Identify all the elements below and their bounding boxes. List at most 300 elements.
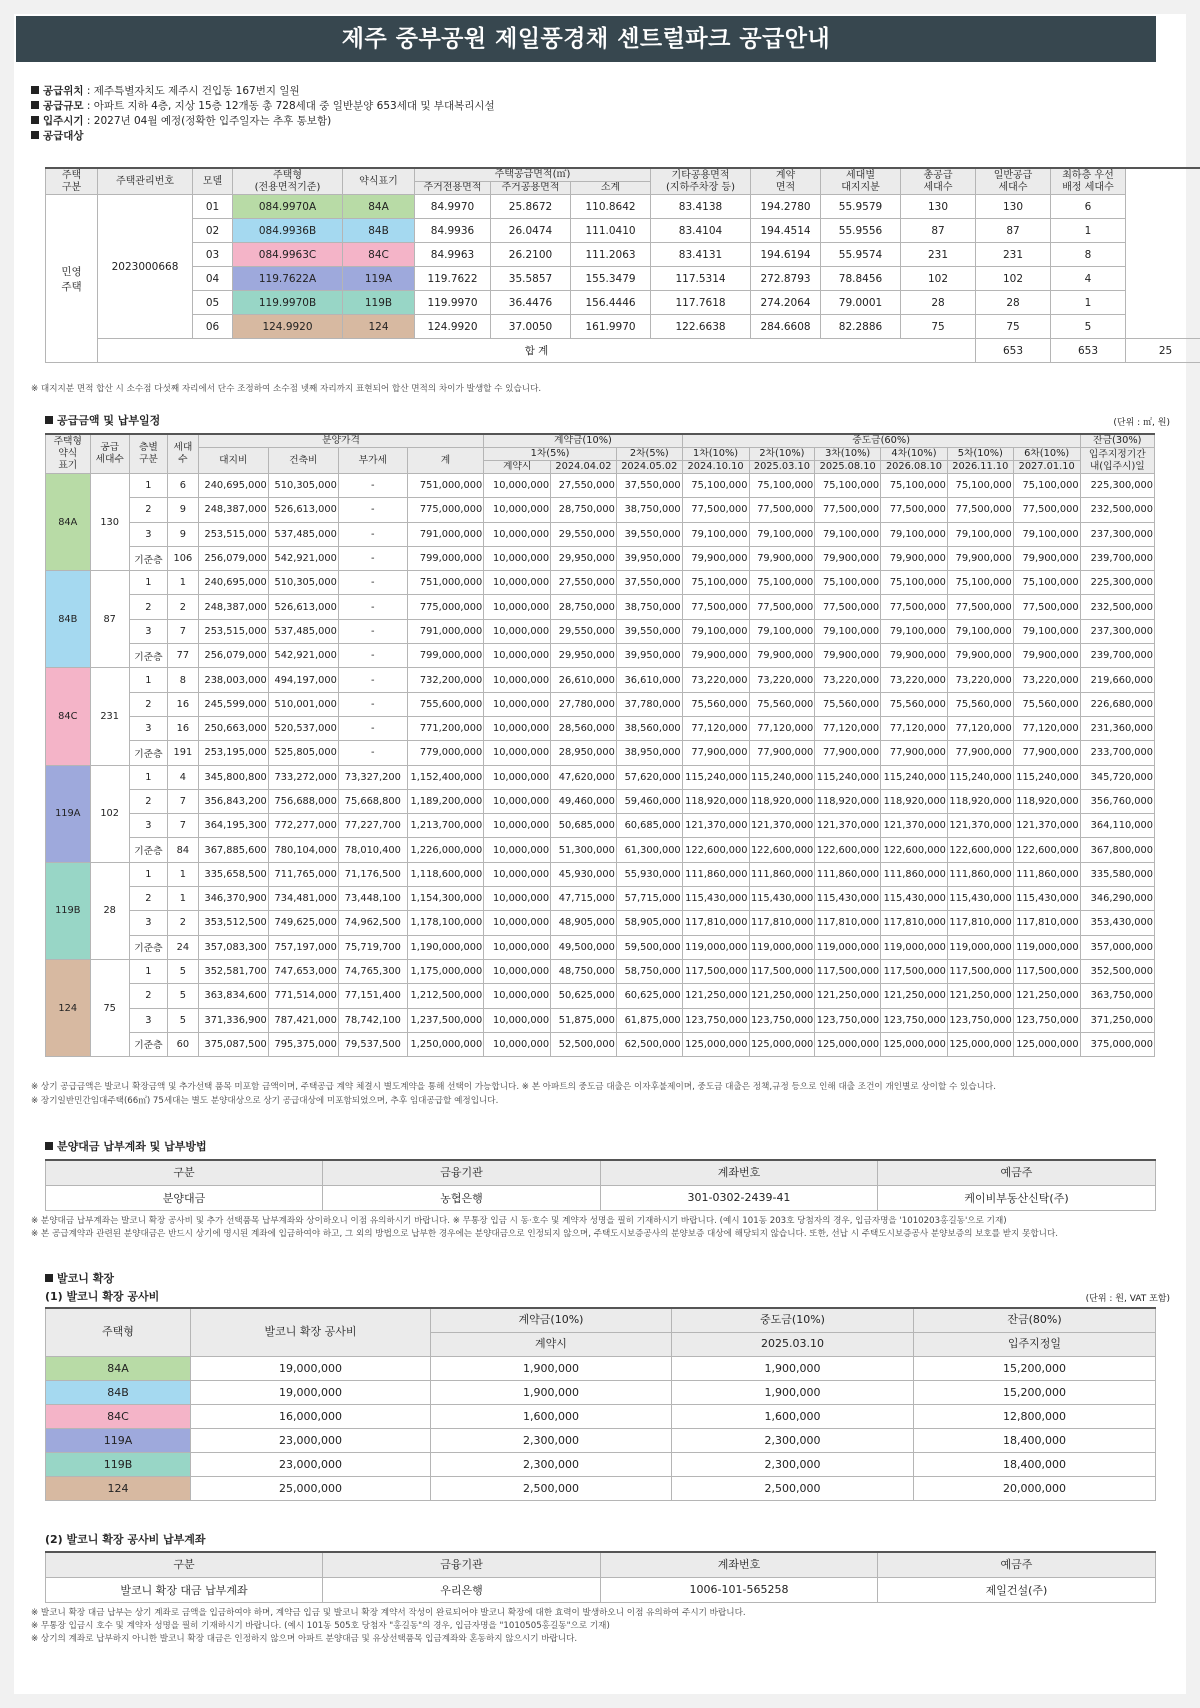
supply-sub: 110.8642	[571, 195, 651, 219]
price-cell: 24	[168, 935, 199, 959]
price-header-m2: 2차(10%)	[749, 448, 815, 461]
balcony-section-title: 발코니 확장	[45, 1270, 114, 1286]
balcony-dep: 1,600,000	[431, 1404, 672, 1428]
supply-total: 130	[901, 195, 976, 219]
price-cell: 60,625,000	[616, 984, 682, 1008]
price-cell: 74,962,500	[338, 911, 407, 935]
price-cell: 77,120,000	[682, 716, 749, 740]
price-cell: 364,195,300	[198, 814, 268, 838]
price-cell: 77,500,000	[947, 595, 1013, 619]
price-cell: 123,750,000	[1013, 1008, 1080, 1032]
balcony-account-table	[45, 1551, 1156, 1603]
price-cell: 2	[129, 498, 167, 522]
price-cell: 1	[129, 765, 167, 789]
supply-house-type: 119.7622A	[233, 267, 343, 291]
price-header-d2: 2차(5%)	[616, 448, 682, 461]
price-cell: 226,680,000	[1080, 692, 1154, 716]
price-header-d1: 1차(5%)	[484, 448, 617, 461]
supply-sum-label: 합 계	[98, 339, 976, 363]
balcony-note-3: ※ 상기의 계좌로 납부하지 아니한 발코니 확장 대금은 인정하지 않으며 아파트 분양대금 및 유상선택품목 입금계좌와 혼동하지 않으시기 바랍니다.	[31, 1634, 578, 1644]
supply-total: 28	[901, 291, 976, 315]
price-cell: 10,000,000	[484, 522, 551, 546]
price-cell: 75,100,000	[749, 474, 815, 498]
price-cell: 8	[168, 668, 199, 692]
price-cell: 75,719,700	[338, 935, 407, 959]
account-bank: 농협은행	[323, 1185, 601, 1210]
price-cell: 356,760,000	[1080, 789, 1154, 813]
price-cell: 117,810,000	[947, 911, 1013, 935]
price-cell: 3	[129, 716, 167, 740]
price-cell: 77,120,000	[1013, 716, 1080, 740]
price-cell: 122,600,000	[749, 838, 815, 862]
price-header-m6: 6차(10%)	[1013, 448, 1080, 461]
price-cell: 1	[168, 887, 199, 911]
price-cell: 119,000,000	[815, 935, 881, 959]
price-cell: 79,100,000	[682, 619, 749, 643]
price-cell: 115,430,000	[749, 887, 815, 911]
balcony-type: 119B	[46, 1452, 191, 1476]
price-cell: 73,220,000	[749, 668, 815, 692]
price-supply-count: 102	[90, 765, 129, 862]
price-cell: 75,560,000	[947, 692, 1013, 716]
price-unit: (단위 : ㎡, 원)	[1113, 418, 1170, 428]
price-cell: 121,250,000	[947, 984, 1013, 1008]
price-cell: 118,920,000	[1013, 789, 1080, 813]
supply-header-model: 모델	[193, 168, 233, 195]
supply-common: 26.0474	[491, 219, 571, 243]
price-cell: 253,515,000	[198, 522, 268, 546]
supply-excl: 119.7622	[415, 267, 491, 291]
price-cell: 757,197,000	[268, 935, 338, 959]
supply-header-excl: 주거전용면적	[415, 182, 491, 195]
price-cell: 775,000,000	[407, 498, 483, 522]
price-cell: 125,000,000	[1013, 1032, 1080, 1056]
price-cell: 115,240,000	[947, 765, 1013, 789]
account-section-title: 분양대금 납부계좌 및 납부방법	[45, 1138, 207, 1154]
balcony-header-type: 주택형	[46, 1308, 191, 1356]
price-cell: 28,560,000	[551, 716, 617, 740]
price-cell: 77,500,000	[881, 595, 948, 619]
price-header-m3: 3차(10%)	[815, 448, 881, 461]
info-label: 공급위치	[43, 85, 84, 97]
price-supply-count: 87	[90, 571, 129, 668]
price-cell: 122,600,000	[815, 838, 881, 862]
price-cell: 37,550,000	[616, 474, 682, 498]
price-cell: 79,100,000	[1013, 619, 1080, 643]
price-cell: 79,900,000	[947, 546, 1013, 570]
price-cell: 232,500,000	[1080, 498, 1154, 522]
price-cell: 77,120,000	[947, 716, 1013, 740]
price-row	[46, 571, 1155, 595]
supply-sum-general: 653	[1051, 339, 1126, 363]
price-row	[46, 862, 1155, 886]
price-cell: 191	[168, 741, 199, 765]
supply-house-type: 084.9970A	[233, 195, 343, 219]
price-cell: 기준층	[129, 644, 167, 668]
price-cell: 7	[168, 619, 199, 643]
price-cell: 123,750,000	[749, 1008, 815, 1032]
price-abbr: 84B	[46, 571, 91, 668]
price-cell: 5	[168, 959, 199, 983]
price-cell: 39,950,000	[616, 546, 682, 570]
supply-mgmt-no: 2023000668	[98, 195, 193, 339]
page-title: 제주 중부공원 제일풍경채 센트럴파크 공급안내	[16, 16, 1156, 62]
price-cell: 1	[129, 862, 167, 886]
price-cell: 기준층	[129, 546, 167, 570]
price-abbr: 119B	[46, 862, 91, 959]
price-cell: 47,715,000	[551, 887, 617, 911]
price-cell: 79,100,000	[881, 619, 948, 643]
price-header-m1: 1차(10%)	[682, 448, 749, 461]
price-header-d1date: 2024.04.02	[551, 461, 617, 474]
price-cell: 79,900,000	[682, 644, 749, 668]
balcony-account-number: 1006-101-565258	[601, 1577, 878, 1602]
supply-abbr: 124	[343, 315, 415, 339]
supply-land: 78.8456	[821, 267, 901, 291]
supply-table	[45, 167, 1200, 363]
price-cell: 1,178,100,000	[407, 911, 483, 935]
price-cell: 62,500,000	[616, 1032, 682, 1056]
price-cell: 225,300,000	[1080, 571, 1154, 595]
price-cell: 71,176,500	[338, 862, 407, 886]
price-cell: 117,500,000	[815, 959, 881, 983]
price-cell: 10,000,000	[484, 595, 551, 619]
balcony-account-header-type: 구분	[46, 1552, 323, 1577]
price-cell: 16	[168, 716, 199, 740]
price-cell: 755,600,000	[407, 692, 483, 716]
balcony-mid: 2,300,000	[672, 1452, 914, 1476]
price-cell: 49,460,000	[551, 789, 617, 813]
supply-other: 83.4131	[651, 243, 751, 267]
balcony-dep: 2,300,000	[431, 1428, 672, 1452]
account-note-1: ※ 분양대금 납부계좌는 발코니 확장 공사비 및 추가 선택품목 납부계좌와 상이하오니 이점 유의하시기 바랍니다. ※ 무통장 입금 시 동·호수 및 계약자 성명을 필히 기재하시기 바랍니다. (예시 101동 203호 당첨자의 경우, 입금자명을 '1010203홍길동'으로 기재)	[31, 1216, 1007, 1226]
price-cell: 10,000,000	[484, 789, 551, 813]
price-cell: 2	[168, 911, 199, 935]
balcony-cost: 25,000,000	[191, 1476, 431, 1500]
info-line	[31, 114, 495, 129]
supply-row	[46, 219, 1200, 243]
price-cell: 79,900,000	[1013, 546, 1080, 570]
price-cell: 121,370,000	[749, 814, 815, 838]
price-cell: 115,240,000	[749, 765, 815, 789]
supply-row	[46, 291, 1200, 315]
price-cell: 1,118,600,000	[407, 862, 483, 886]
price-cell: 77,120,000	[815, 716, 881, 740]
price-header-m1date: 2024.10.10	[682, 461, 749, 474]
price-cell: 121,370,000	[1013, 814, 1080, 838]
price-cell: 346,370,900	[198, 887, 268, 911]
balcony-account-type: 발코니 확장 대금 납부계좌	[46, 1577, 323, 1602]
supply-note: ※ 대지지분 면적 합산 시 소수점 다섯째 자리에서 단수 조정하여 소수점 넷째 자리까지 표현되어 합산 면적의 차이가 발생할 수 있습니다.	[31, 384, 542, 394]
supply-land: 82.2886	[821, 315, 901, 339]
price-cell: 364,110,000	[1080, 814, 1154, 838]
price-cell: 50,685,000	[551, 814, 617, 838]
supply-info	[31, 84, 495, 144]
price-cell: 49,500,000	[551, 935, 617, 959]
price-cell: 3	[129, 522, 167, 546]
price-cell: 79,100,000	[749, 619, 815, 643]
price-cell: 75,100,000	[881, 571, 948, 595]
balcony-row	[46, 1356, 1156, 1380]
info-text: : 2027년 04월 예정(정확한 입주일자는 추후 통보함)	[83, 115, 332, 127]
price-cell: 239,700,000	[1080, 546, 1154, 570]
price-row	[46, 765, 1155, 789]
price-cell: 27,780,000	[551, 692, 617, 716]
supply-sub: 111.0410	[571, 219, 651, 243]
price-cell: 58,905,000	[616, 911, 682, 935]
supply-common: 36.4476	[491, 291, 571, 315]
price-cell: 79,537,500	[338, 1032, 407, 1056]
balcony-bal: 18,400,000	[914, 1428, 1156, 1452]
price-cell: 367,885,600	[198, 838, 268, 862]
price-cell: 117,500,000	[1013, 959, 1080, 983]
supply-common: 25.8672	[491, 195, 571, 219]
price-row	[46, 716, 1155, 740]
balcony-bal: 15,200,000	[914, 1356, 1156, 1380]
balcony-account-header-holder: 예금주	[878, 1552, 1156, 1577]
price-cell: 1	[168, 862, 199, 886]
price-cell: 75,100,000	[815, 571, 881, 595]
price-cell: 537,485,000	[268, 522, 338, 546]
balcony-bal: 18,400,000	[914, 1452, 1156, 1476]
price-cell: 751,000,000	[407, 474, 483, 498]
price-cell: 1,213,700,000	[407, 814, 483, 838]
price-cell: 734,481,000	[268, 887, 338, 911]
price-cell: 77,500,000	[815, 595, 881, 619]
price-header-m5: 5차(10%)	[947, 448, 1013, 461]
price-cell: 1,175,000,000	[407, 959, 483, 983]
price-cell: 10,000,000	[484, 474, 551, 498]
price-cell: 353,430,000	[1080, 911, 1154, 935]
price-cell: 117,500,000	[947, 959, 1013, 983]
price-cell: 1	[129, 474, 167, 498]
price-cell: 125,000,000	[881, 1032, 948, 1056]
price-cell: 1	[129, 668, 167, 692]
price-cell: 3	[129, 619, 167, 643]
price-cell: 10,000,000	[484, 959, 551, 983]
balcony-mid: 2,300,000	[672, 1428, 914, 1452]
price-cell: 77,227,700	[338, 814, 407, 838]
supply-other: 122.6638	[651, 315, 751, 339]
price-cell: 5	[168, 984, 199, 1008]
price-cell: 233,700,000	[1080, 741, 1154, 765]
price-cell: 7	[168, 789, 199, 813]
account-number: 301-0302-2439-41	[601, 1185, 878, 1210]
price-row	[46, 522, 1155, 546]
supply-excl: 84.9970	[415, 195, 491, 219]
price-cell: 기준층	[129, 1032, 167, 1056]
supply-abbr: 84B	[343, 219, 415, 243]
price-cell: 75,100,000	[815, 474, 881, 498]
supply-abbr: 119B	[343, 291, 415, 315]
supply-general: 130	[976, 195, 1051, 219]
price-cell: 26,610,000	[551, 668, 617, 692]
balcony-unit: (단위 : 원, VAT 포함)	[1085, 1294, 1170, 1304]
price-cell: 225,300,000	[1080, 474, 1154, 498]
price-cell: 117,810,000	[881, 911, 948, 935]
price-header-balance: 잔금(30%)	[1080, 434, 1154, 448]
price-cell: 77,151,400	[338, 984, 407, 1008]
price-cell: -	[338, 668, 407, 692]
price-cell: 3	[129, 814, 167, 838]
balcony-header-balance-sub: 입주지정일	[914, 1332, 1156, 1356]
price-cell: 2	[129, 887, 167, 911]
price-cell: 10,000,000	[484, 984, 551, 1008]
price-cell: 111,860,000	[947, 862, 1013, 886]
price-cell: 73,448,100	[338, 887, 407, 911]
price-cell: 1	[129, 959, 167, 983]
price-header-floor: 층별 구분	[129, 434, 167, 474]
price-cell: 77,500,000	[815, 498, 881, 522]
balcony-note-1: ※ 발코니 확장 대금 납부는 상기 계좌로 금액을 입금하여야 하며, 계약금 입금 및 발코니 확장 계약서 작성이 완료되어야 발코니 확장에 대한 효력이 발생하오니 이점 유의하여 주시기 바랍니다.	[31, 1608, 746, 1618]
price-cell: 756,688,000	[268, 789, 338, 813]
price-cell: 75,560,000	[881, 692, 948, 716]
balcony-bal: 15,200,000	[914, 1380, 1156, 1404]
price-supply-count: 75	[90, 959, 129, 1056]
supply-general: 87	[976, 219, 1051, 243]
price-cell: 75,100,000	[947, 474, 1013, 498]
price-cell: 122,600,000	[682, 838, 749, 862]
supply-general: 75	[976, 315, 1051, 339]
price-cell: 10,000,000	[484, 741, 551, 765]
price-cell: 77,500,000	[682, 498, 749, 522]
price-cell: 375,000,000	[1080, 1032, 1154, 1056]
supply-common: 26.2100	[491, 243, 571, 267]
price-cell: 79,100,000	[947, 619, 1013, 643]
price-cell: 48,750,000	[551, 959, 617, 983]
price-cell: -	[338, 619, 407, 643]
price-cell: 29,950,000	[551, 546, 617, 570]
price-cell: 542,921,000	[268, 546, 338, 570]
price-cell: 238,003,000	[198, 668, 268, 692]
price-cell: 6	[168, 474, 199, 498]
price-cell: -	[338, 498, 407, 522]
supply-header-type: 주택 구분	[46, 168, 98, 195]
price-cell: 232,500,000	[1080, 595, 1154, 619]
price-cell: 371,336,900	[198, 1008, 268, 1032]
price-cell: 371,250,000	[1080, 1008, 1154, 1032]
price-cell: 117,810,000	[1013, 911, 1080, 935]
balcony-type: 84A	[46, 1356, 191, 1380]
price-row	[46, 741, 1155, 765]
price-cell: 10,000,000	[484, 619, 551, 643]
price-row	[46, 546, 1155, 570]
price-row	[46, 887, 1155, 911]
supply-header-house: 주택형 (전용면적기준)	[233, 168, 343, 195]
price-cell: 256,079,000	[198, 546, 268, 570]
price-cell: 59,500,000	[616, 935, 682, 959]
price-supply-count: 231	[90, 668, 129, 765]
price-cell: 50,625,000	[551, 984, 617, 1008]
price-cell: 78,010,400	[338, 838, 407, 862]
price-cell: -	[338, 644, 407, 668]
price-cell: 510,305,000	[268, 474, 338, 498]
price-header-d2date: 2024.05.02	[616, 461, 682, 474]
price-cell: 363,834,600	[198, 984, 268, 1008]
price-cell: 10,000,000	[484, 571, 551, 595]
price-cell: 52,500,000	[551, 1032, 617, 1056]
price-header-m3date: 2025.08.10	[815, 461, 881, 474]
price-cell: 250,663,000	[198, 716, 268, 740]
supply-other: 83.4104	[651, 219, 751, 243]
supply-header-abbr: 약식표기	[343, 168, 415, 195]
info-text: : 아파트 지하 4층, 지상 15층 12개동 총 728세대 중 일반분양 653세대 및 부대복리시설	[83, 100, 495, 112]
balcony-account-header-bank: 금융기관	[323, 1552, 601, 1577]
price-cell: 231,360,000	[1080, 716, 1154, 740]
price-cell: 75,100,000	[881, 474, 948, 498]
price-cell: 125,000,000	[947, 1032, 1013, 1056]
price-cell: 84	[168, 838, 199, 862]
price-cell: 123,750,000	[815, 1008, 881, 1032]
balcony-sub2: (2) 발코니 확장 공사비 납부계좌	[45, 1533, 206, 1546]
price-cell: 771,200,000	[407, 716, 483, 740]
price-cell: 771,514,000	[268, 984, 338, 1008]
price-cell: -	[338, 595, 407, 619]
account-table	[45, 1159, 1156, 1211]
price-row	[46, 1008, 1155, 1032]
price-cell: 10,000,000	[484, 814, 551, 838]
price-cell: 73,220,000	[1013, 668, 1080, 692]
price-cell: 79,100,000	[815, 619, 881, 643]
price-cell: 79,100,000	[815, 522, 881, 546]
balcony-table	[45, 1307, 1156, 1501]
supply-header-common: 주거공용면적	[491, 182, 571, 195]
supply-house-type: 119.9970B	[233, 291, 343, 315]
price-cell: 367,800,000	[1080, 838, 1154, 862]
price-cell: 117,810,000	[682, 911, 749, 935]
price-cell: 73,220,000	[947, 668, 1013, 692]
price-cell: 10,000,000	[484, 498, 551, 522]
price-cell: 121,250,000	[682, 984, 749, 1008]
supply-common: 37.0050	[491, 315, 571, 339]
price-cell: 253,515,000	[198, 619, 268, 643]
balcony-row	[46, 1476, 1156, 1500]
price-row	[46, 935, 1155, 959]
price-cell: 111,860,000	[815, 862, 881, 886]
info-text: : 제주특별자치도 제주시 건입동 167번지 일원	[83, 85, 300, 97]
price-cell: 115,430,000	[881, 887, 948, 911]
supply-header-contract: 계약 면적	[751, 168, 821, 195]
price-cell: 118,920,000	[682, 789, 749, 813]
price-cell: 122,600,000	[881, 838, 948, 862]
price-cell: 111,860,000	[1013, 862, 1080, 886]
price-cell: 1	[129, 571, 167, 595]
price-cell: 51,875,000	[551, 1008, 617, 1032]
price-cell: 525,805,000	[268, 741, 338, 765]
supply-excl: 84.9963	[415, 243, 491, 267]
balcony-row	[46, 1452, 1156, 1476]
price-cell: 79,900,000	[881, 644, 948, 668]
price-cell: 58,750,000	[616, 959, 682, 983]
price-cell: 356,843,200	[198, 789, 268, 813]
supply-sum-total: 653	[976, 339, 1051, 363]
balcony-header-balance: 잔금(80%)	[914, 1308, 1156, 1332]
price-cell: 1	[168, 571, 199, 595]
supply-header-total: 총공급 세대수	[901, 168, 976, 195]
price-cell: 29,950,000	[551, 644, 617, 668]
price-cell: 248,387,000	[198, 595, 268, 619]
supply-header-mgmt: 주택관리번호	[98, 168, 193, 195]
price-cell: 39,550,000	[616, 619, 682, 643]
account-header-holder: 예금주	[878, 1160, 1156, 1185]
price-cell: 27,550,000	[551, 571, 617, 595]
price-cell: 1,212,500,000	[407, 984, 483, 1008]
price-cell: 494,197,000	[268, 668, 338, 692]
price-cell: 39,550,000	[616, 522, 682, 546]
supply-other: 117.5314	[651, 267, 751, 291]
price-cell: 1,152,400,000	[407, 765, 483, 789]
price-cell: 10,000,000	[484, 1008, 551, 1032]
